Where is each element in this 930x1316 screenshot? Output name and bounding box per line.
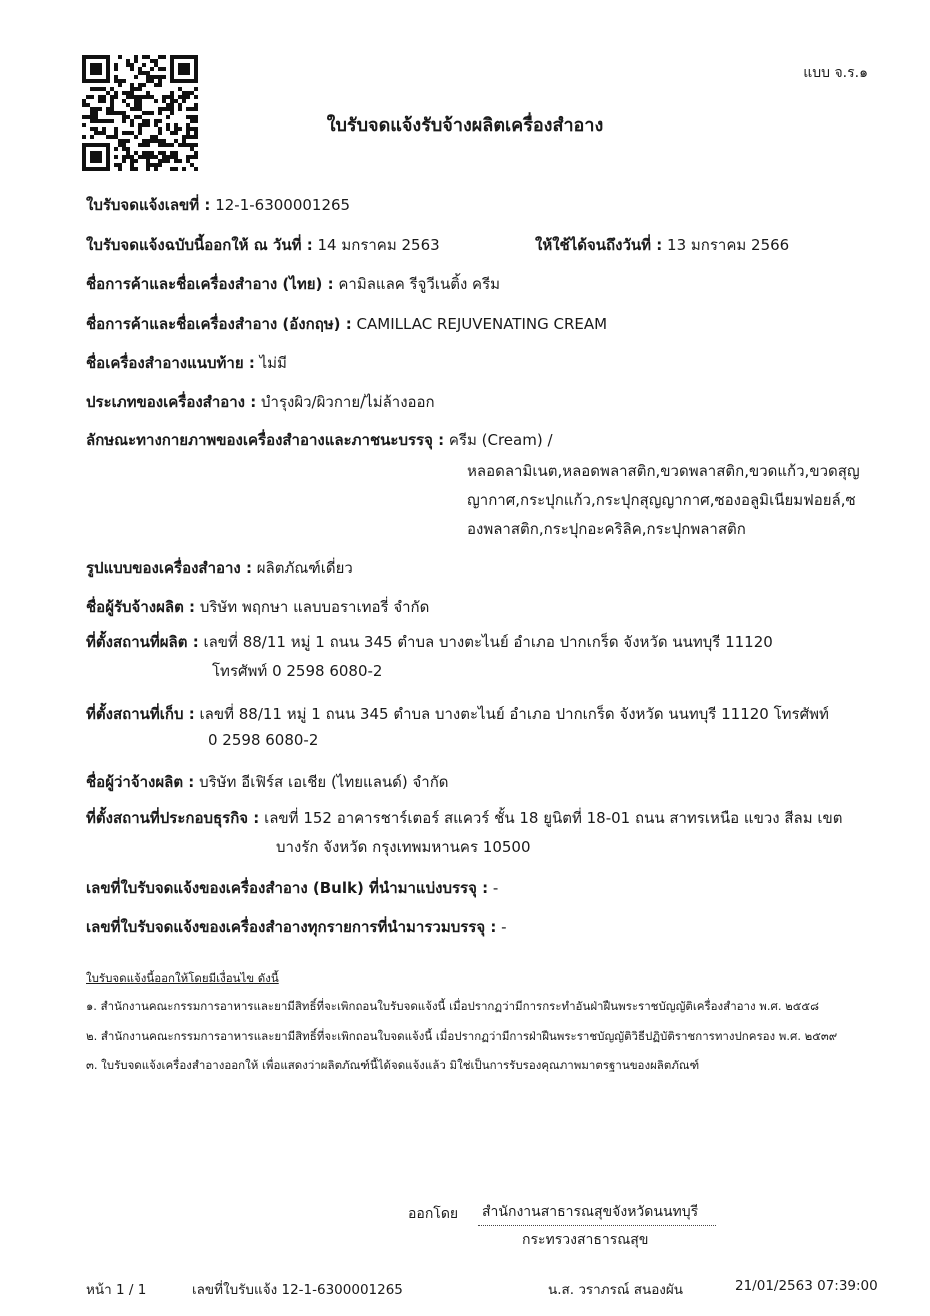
name-en-value: CAMILLAC REJUVENATING CREAM bbox=[356, 315, 608, 333]
footer-notif-ref: เลขที่ใบรับแจ้ง 12-1-6300001265 bbox=[192, 1282, 403, 1298]
physical-label: ลักษณะทางกายภาพของเครื่องสำอางและภาชนะบรรจุ : bbox=[86, 431, 445, 449]
document-title: ใบรับจดแจ้งรับจ้างผลิตเครื่องสำอาง bbox=[326, 115, 604, 136]
valid-date-label: ให้ใช้ได้จนถึงวันที่ : bbox=[535, 236, 663, 254]
physical-line: องพลาสติก,กระปุกอะคริลิค,กระปุกพลาสติก bbox=[467, 520, 746, 538]
business-address-label: ที่ตั้งสถานที่ประกอบธุรกิจ : bbox=[86, 809, 260, 827]
manufacturer-row bbox=[86, 595, 429, 619]
all-items-row bbox=[86, 915, 507, 939]
business-address-line: บางรัก จังหวัด กรุงเทพมหานคร 10500 bbox=[276, 838, 531, 856]
store-address-line: เลขที่ 88/11 หมู่ 1 ถนน 345 ตำบล บางตะไนย์ อำเภอ ปากเกร็ด จังหวัด นนทบุรี 11120 โทรศัพท์ bbox=[199, 705, 829, 723]
form-label: รูปแบบของเครื่องสำอาง : bbox=[86, 559, 252, 577]
name-en-row bbox=[86, 312, 607, 336]
conditions-heading: ใบรับจดแจ้งนี้ออกให้โดยมีเงื่อนไข ดังนี้ bbox=[86, 971, 279, 985]
hirer-row bbox=[86, 770, 449, 794]
valid-date-value: 13 มกราคม 2566 bbox=[667, 236, 790, 254]
cosmetic-type-value: บำรุงผิว/ผิวกาย/ไม่ล้างออก bbox=[261, 393, 435, 411]
condition-item: ๒. สำนักงานคณะกรรมการอาหารและยามีสิทธิ์ที่จะเพิกถอนใบจดแจ้งนี้ เมื่อปรากฏว่ามีการฝ่าฝืนพระราชบัญญัติวิธีปฏิบัติราชการทางปกครอง พ.ศ. ๒๕๓๙ bbox=[86, 1029, 838, 1043]
name-th-row bbox=[86, 272, 500, 296]
store-address-line: 0 2598 6080-2 bbox=[208, 731, 319, 749]
issued-date-value: 14 มกราคม 2563 bbox=[317, 236, 440, 254]
name-th-label: ชื่อการค้าและชื่อเครื่องสำอาง (ไทย) : bbox=[86, 275, 334, 293]
cosmetic-type-row bbox=[86, 390, 435, 414]
manufacturer-label: ชื่อผู้รับจ้างผลิต : bbox=[86, 598, 196, 616]
physical-line: หลอดลามิเนต,หลอดพลาสติก,ขวดพลาสติก,ขวดแก้ว,ขวดสุญ bbox=[467, 462, 860, 480]
business-address-line: เลขที่ 152 อาคารชาร์เตอร์ สแควร์ ชั้น 18 ยูนิตที่ 18-01 ถนน สาทรเหนือ แขวง สีลม เขต bbox=[264, 809, 843, 827]
footer-officer: น.ส. วราภรณ์ สนองผัน bbox=[548, 1282, 684, 1298]
bulk-label: เลขที่ใบรับจดแจ้งของเครื่องสำอาง (Bulk) ที่นำมาแบ่งบรรจุ : bbox=[86, 879, 489, 897]
name-th-value: คามิลแลค รีจูวีเนติ้ง ครีม bbox=[338, 275, 501, 293]
name-en-label: ชื่อการค้าและชื่อเครื่องสำอาง (อังกฤษ) : bbox=[86, 315, 352, 333]
attached-value: ไม่มี bbox=[259, 354, 287, 372]
issued-date-row bbox=[86, 233, 440, 257]
notif-number-row bbox=[86, 193, 350, 217]
condition-item: ๑. สำนักงานคณะกรรมการอาหารและยามีสิทธิ์ที่จะเพิกถอนใบรับจดแจ้งนี้ เมื่อปรากฏว่ามีการกระทำอันฝ่าฝืนพระราชบัญญัติเครื่องสำอาง พ.ศ. ๒๕๕๘ bbox=[86, 999, 819, 1013]
mfg-address-label: ที่ตั้งสถานที่ผลิต : bbox=[86, 633, 199, 651]
valid-date-row bbox=[535, 233, 789, 257]
physical-line: ครีม (Cream) / bbox=[448, 431, 553, 449]
mfg-address-line: เลขที่ 88/11 หมู่ 1 ถนน 345 ตำบล บางตะไนย์ อำเภอ ปากเกร็ด จังหวัด นนทบุรี 11120 bbox=[203, 633, 773, 651]
manufacturer-value: บริษัท พฤกษา แลบบอราเทอรี่ จำกัด bbox=[199, 598, 430, 616]
mfg-address-row bbox=[86, 630, 773, 654]
hirer-value: บริษัท อีเฟิร์ส เอเชีย (ไทยแลนด์) จำกัด bbox=[199, 773, 449, 791]
cosmetic-type-label: ประเภทของเครื่องสำอาง : bbox=[86, 393, 257, 411]
physical-row bbox=[86, 428, 553, 452]
issued-date-label: ใบรับจดแจ้งฉบับนี้ออกให้ ณ วันที่ : bbox=[86, 236, 313, 254]
bulk-row bbox=[86, 876, 498, 900]
attached-label: ชื่อเครื่องสำอางแนบท้าย : bbox=[86, 354, 255, 372]
attached-row bbox=[86, 351, 287, 375]
all-items-label: เลขที่ใบรับจดแจ้งของเครื่องสำอางทุกรายการที่นำมารวมบรรจุ : bbox=[86, 918, 497, 936]
form-row bbox=[86, 556, 353, 580]
issuing-office: สำนักงานสาธารณสุขจังหวัดนนทบุรี bbox=[478, 1201, 716, 1226]
notif-number-label: ใบรับจดแจ้งเลขที่ : bbox=[86, 196, 211, 214]
physical-line: ญากาศ,กระปุกแก้ว,กระปุกสุญญากาศ,ซองอลูมิเนียมฟอยล์,ซ bbox=[467, 491, 856, 509]
store-address-row bbox=[86, 702, 829, 726]
page-number: หน้า 1 / 1 bbox=[86, 1282, 147, 1298]
condition-item: ๓. ใบรับจดแจ้งเครื่องสำอางออกให้ เพื่อแสดงว่าผลิตภัณฑ์นี้ได้จดแจ้งแล้ว มิใช่เป็นการรับรองคุณภาพมาตรฐานของผลิตภัณฑ์ bbox=[86, 1058, 700, 1072]
hirer-label: ชื่อผู้ว่าจ้างผลิต : bbox=[86, 773, 195, 791]
form-value: ผลิตภัณฑ์เดี่ยว bbox=[256, 559, 353, 577]
form-code: แบบ จ.ร.๑ bbox=[803, 65, 868, 81]
bulk-value: - bbox=[492, 879, 499, 897]
footer-timestamp: 21/01/2563 07:39:00 bbox=[735, 1278, 878, 1294]
issuing-ministry: กระทรวงสาธารณสุข bbox=[522, 1232, 649, 1248]
business-address-row bbox=[86, 806, 842, 830]
all-items-value: - bbox=[501, 918, 507, 936]
issued-by-label: ออกโดย bbox=[408, 1206, 459, 1222]
notif-number-value: 12-1-6300001265 bbox=[215, 196, 351, 214]
store-address-label: ที่ตั้งสถานที่เก็บ : bbox=[86, 705, 195, 723]
mfg-address-line: โทรศัพท์ 0 2598 6080-2 bbox=[212, 662, 383, 680]
